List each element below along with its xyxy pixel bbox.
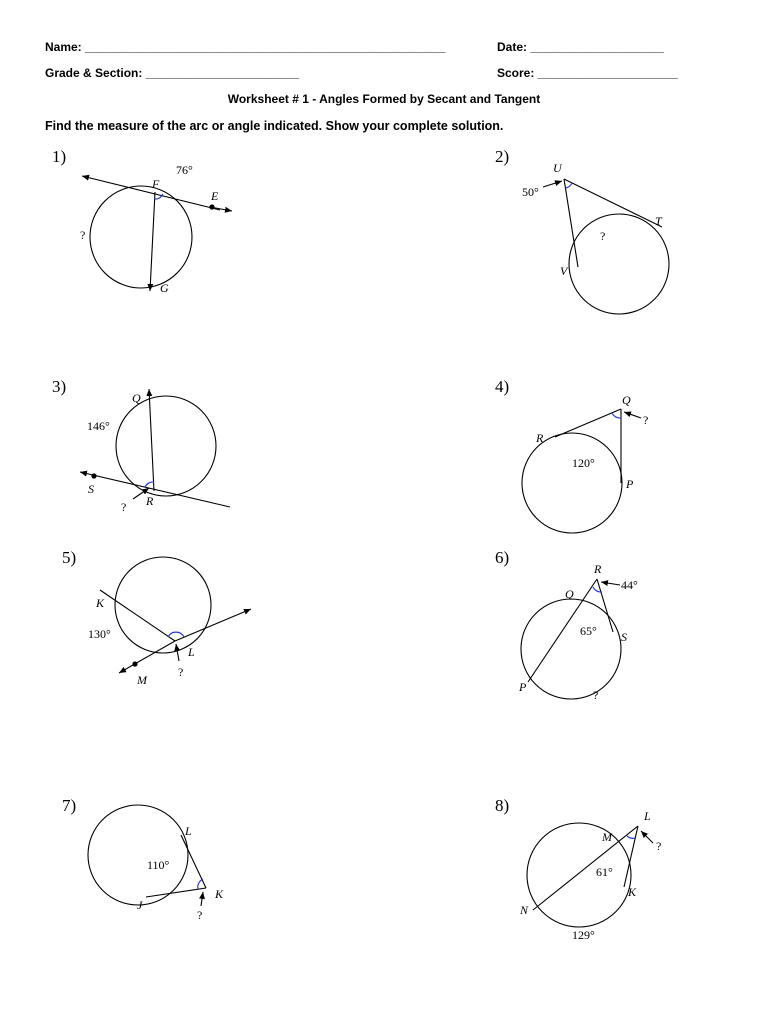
problem-5-circle <box>115 557 211 653</box>
problem-7-tangent-kj <box>146 888 206 897</box>
problem-3-chord <box>149 389 154 491</box>
problem-2-angle-pointer <box>543 181 562 187</box>
problem-7-label-j: J <box>137 898 143 912</box>
problem-1-tangent-left <box>82 176 220 210</box>
problem-5-tangent-left <box>119 641 175 673</box>
problem-2-circle <box>569 214 669 314</box>
problem-5-arc-label: 130° <box>88 627 111 641</box>
problem-3-arc-label: 146° <box>87 419 110 433</box>
problem-8-unknown: ? <box>656 839 662 853</box>
problem-1-circle <box>90 186 192 288</box>
problem-3-label-s: S <box>88 482 94 496</box>
problem-1-number: 1) <box>52 147 67 166</box>
problem-5-tangent-right <box>175 609 251 641</box>
problem-4-number: 4) <box>495 377 510 396</box>
date-field-label: Date: ____________________ <box>497 40 664 54</box>
problem-8-angle-pointer <box>641 831 653 843</box>
problem-2-secant-uv <box>564 179 578 267</box>
problem-2-unknown: ? <box>600 229 606 243</box>
problem-6-number: 6) <box>495 548 510 567</box>
problem-2-label-u: U <box>553 161 562 175</box>
problem-5-angle-pointer <box>176 644 179 661</box>
problem-5-label-m: M <box>137 673 147 687</box>
problem-8-label-l: L <box>644 809 651 823</box>
problem-4-label-q: Q <box>622 393 631 407</box>
problem-6-angle-label: 44° <box>621 578 638 592</box>
problem-4-angle-mark <box>612 413 621 418</box>
problem-4-diagram <box>515 390 685 540</box>
grade-section-field-label: Grade & Section: _______________________ <box>45 66 300 80</box>
problem-8-circle <box>527 823 631 927</box>
problem-5-label-l: L <box>188 645 195 659</box>
problem-5-point-m <box>132 661 137 666</box>
problem-6-label-p: P <box>519 680 527 694</box>
problem-2-angle-mark <box>566 183 573 188</box>
problem-1-label-e: E <box>211 189 219 203</box>
instructions: Find the measure of the arc or angle indicated. Show your complete solution. <box>45 119 504 133</box>
problem-3-tangent <box>80 472 230 507</box>
problem-4-arc-label: 120° <box>572 456 595 470</box>
problem-4-tangent-qr <box>555 409 621 437</box>
problem-3-unknown: ? <box>121 500 127 514</box>
problem-7-number: 7) <box>62 796 77 815</box>
problem-7-circle <box>88 805 188 905</box>
problem-7-arc-label: 110° <box>147 858 170 872</box>
problem-5-unknown: ? <box>178 665 184 679</box>
problem-1-unknown: ? <box>80 228 86 242</box>
problem-7-label-l: L <box>185 824 192 838</box>
problem-3-diagram <box>75 385 245 520</box>
problem-2-diagram <box>515 160 695 320</box>
problem-6-label-q: Q <box>565 587 574 601</box>
score-field-label: Score: _____________________ <box>497 66 678 80</box>
problem-8-number: 8) <box>495 796 510 815</box>
problem-6-secant-rs <box>597 579 613 632</box>
problem-8-label-n: N <box>520 903 529 917</box>
problem-8-diagram <box>510 805 695 950</box>
problem-1-angle-label: 76° <box>176 163 193 177</box>
name-field-label: Name: ______________________________________________________ <box>45 40 446 54</box>
problem-5-secant-lk <box>100 590 175 641</box>
problem-1-label-g: G <box>160 281 169 295</box>
problem-7-angle-pointer <box>201 892 203 906</box>
problem-6-unknown: ? <box>593 688 599 702</box>
problem-5-diagram <box>85 555 260 690</box>
problem-4-label-p: P <box>626 477 634 491</box>
problem-6-diagram <box>510 560 680 710</box>
problem-2-label-v: V <box>560 264 568 278</box>
problem-4-label-r: R <box>536 431 544 445</box>
problem-5-angle-mark <box>168 632 184 637</box>
problem-6-angle-pointer <box>601 582 620 585</box>
problem-7-diagram <box>85 805 245 935</box>
problem-6-arc-label: 65° <box>580 624 597 638</box>
problem-8-secant-ln <box>533 826 638 910</box>
problem-8-label-k: K <box>628 885 637 899</box>
problem-1-point-e <box>209 204 214 209</box>
problem-6-label-s: S <box>621 630 627 644</box>
problem-5-label-k: K <box>96 596 105 610</box>
problem-6-circle <box>521 599 621 699</box>
problem-2-number: 2) <box>495 147 510 166</box>
problem-2-tangent-ut <box>564 179 662 227</box>
problem-3-number: 3) <box>52 377 67 396</box>
problem-8-label-m: M <box>602 830 612 844</box>
problem-7-unknown: ? <box>197 908 203 922</box>
problem-3-label-r: R <box>146 494 154 508</box>
problem-4-angle-pointer <box>624 412 641 418</box>
problem-2-angle-label: 50° <box>522 185 539 199</box>
problem-1-label-f: F <box>152 177 160 191</box>
problem-2-label-t: T <box>655 214 662 228</box>
problem-8-arc-large-label: 129° <box>572 928 595 942</box>
problem-7-label-k: K <box>215 887 224 901</box>
problem-3-label-q: Q <box>132 391 141 405</box>
problem-3-point-s <box>91 473 96 478</box>
problem-4-unknown: ? <box>643 413 649 427</box>
problem-8-angle-mark <box>627 836 636 838</box>
problem-1-chord <box>150 192 155 291</box>
problem-3-circle <box>116 396 216 496</box>
worksheet-title: Worksheet # 1 - Angles Formed by Secant and Tangent <box>227 92 541 106</box>
problem-5-number: 5) <box>62 548 77 567</box>
problem-8-arc-small-label: 61° <box>596 865 613 879</box>
problem-1-diagram <box>70 155 250 300</box>
problem-4-circle <box>522 433 622 533</box>
problem-6-label-r: R <box>594 562 602 576</box>
problem-3-angle-mark <box>145 482 154 487</box>
